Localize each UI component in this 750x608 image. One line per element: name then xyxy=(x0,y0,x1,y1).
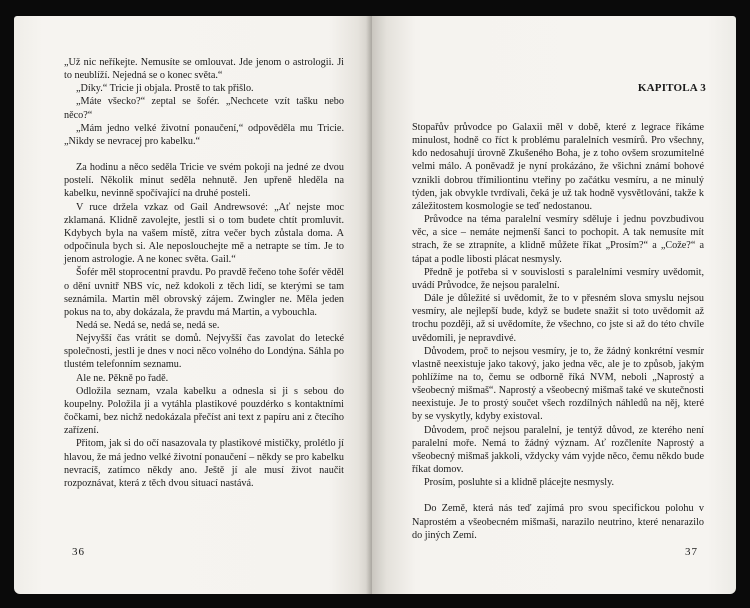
paragraph: V ruce držela vzkaz od Gail Andrewsové: „Ať nejste moc zklamaná. Klidně zavolejte, jestli si o tom budete chtít promluvit. Kdybych byla na vašem místě, zítra večer bych zůstala doma. A odpočinula bych si. Ale neposlouchejte mě a netrapte se tím. Je to jenom astrologie. A ne konec světa. Gail.“ xyxy=(64,201,344,266)
paragraph: „Máte všecko?“ zeptal se šofér. „Nechcete vzít tašku nebo něco?“ xyxy=(64,96,344,121)
paragraph: Ale ne. Pěkně po řadě. xyxy=(76,372,169,384)
paragraph: „Už nic neříkejte. Nemusíte se omlouvat. Jde jenom o astrologii. Ji to neublíží. Nejedná se o konec světa.“ xyxy=(64,57,344,82)
left-page-text xyxy=(64,56,344,490)
paragraph: Odložila seznam, vzala kabelku a odnesla si ji s sebou do koupelny. Položila ji a vytáhla plastikové pouzdérko s kontaktními čočkami, bez nichž nedokázala přečíst ani text z papíru ani z čtecího zařízení. xyxy=(64,385,344,437)
paragraph: Šofér měl stoprocentní pravdu. Po pravdě řečeno tohe šofér věděl o dění uvnitř NBS víc, než kdokoli z těch lidí, se kterými se tam seznámila. Martin měl obrovský zájem. Zwingler ne. Měla jeden pokus na to, aby dokázala, že pravdu má Martin, a vybouchla. xyxy=(64,267,344,318)
page-number: 37 xyxy=(685,546,698,558)
paragraph: „Mám jedno velké životní ponaučení,“ odpověděla mu Tricie. „Nikdy se nevracej pro kabelku.“ xyxy=(64,122,344,147)
paragraph: „Díky.“ Tricie ji objala. Prostě to tak přišlo. xyxy=(76,83,254,95)
chapter-title: KAPITOLA 3 xyxy=(637,82,706,94)
paragraph: Nedá se. Nedá se, nedá se, nedá se. xyxy=(76,319,220,331)
paragraph: Za hodinu a něco seděla Tricie ve svém pokoji na jedné ze dvou postelí. Několik minut seděla nehnutě. Jen upřeně hleděla na kabelku, nevinně spočívající na druhé posteli. xyxy=(64,162,344,200)
paragraph: Nejvyšší čas vrátit se domů. Nejvyšší čas zavolat do letecké společnosti, jestli je dnes v noci něco volného do Londýna. Sáhla po tlustém telefonním seznamu. xyxy=(64,333,344,371)
paragraph: Dále je důležité si uvědomit, že to v přesném slova smyslu nejsou vesmíry, ale nejlepší bude, když se budete snažit si toto uvědomit až trochu později, až si uvědomíte, že všechno, co jste si až do této chvíle uvědomili, je nepravdivé. xyxy=(412,293,704,344)
paragraph: Stopařův průvodce po Galaxii měl v době, které z legrace říkáme minulost, hodně co říct k problému paralelních vesmírů. Pro všechny, kdo nedosahují úrovně Zkušeného Boha, je z toho ovšem srozumitelné velmi málo. A poněvadž je nyní prokázáno, že všichni známí bohové vznikli dobrou třímiliontinu vteřiny po začátku vesmíru, a ne minulý týden, jak obvykle tvrdívali, čeká je už tak hodně vysvětlování, takže k záležitostem kosmologie se teď nedostanou. xyxy=(412,122,704,212)
paragraph: Prosím, posluhte si a klidně plácejte nesmysly. xyxy=(424,477,615,489)
paragraph: Do Země, která nás teď zajímá pro svou specifickou polohu v Naprostém a všeobecném mišmaši, narazilo neutrino, které nenarazilo do jiných Zemí. xyxy=(412,503,704,541)
paragraph: Důvodem, proč to nejsou vesmíry, je to, že žádný konkrétní vesmír vlastně neexistuje jako takový, jako jedna věc, ale je to způsob, jakým pohlížíme na to, čemu se odborně říká NVM, neboli „Naprostý a všeobecný mišmaš“. Naprostý a všeobecný mišmaš také ve skutečnosti neexistuje. Je to prostý součet všech rozdílných náhledů na něj, které by se vyskytly, kdyby existoval. xyxy=(412,345,704,423)
paragraph: Důvodem, proč nejsou paralelní, je tentýž důvod, ze kterého není paralelní moře. Nemá to žádný význam. Ať rozčleníte Naprostý a všeobecný mišmaš jakkoli, vždycky vám vyjde něco, čemu někdo bude říkat domov. xyxy=(412,424,704,476)
right-page-text xyxy=(412,121,704,542)
paragraph: Předně je potřeba si v souvislosti s paralelními vesmíry uvědomit, uvádí Průvodce, že nejsou paralelní. xyxy=(412,266,704,291)
paragraph: Průvodce na téma paralelní vesmíry sděluje i jednu povzbudivou věc, a sice – nemáte nejmenší šanci to pochopit. A tak nemusíte mít strach, že se ztrapníte, a klidně můžete říkat „Prosím?“ a „Cože?“ a tápat a podle libosti plácat nesmysly. xyxy=(412,214,704,265)
left-page xyxy=(14,16,372,594)
paragraph: Přitom, jak si do očí nasazovala ty plastikové mističky, prolétlo jí hlavou, že má jedno velké životní ponaučení – někdy se pro kabelku nevracíš, zatímco někdy ano. Ještě jí ale musí život naučit rozpoznávat, která z těch dvou situací nastává. xyxy=(64,438,344,489)
section-break xyxy=(412,489,704,502)
page-number: 36 xyxy=(72,546,85,558)
section-break xyxy=(64,148,344,161)
right-page xyxy=(372,16,736,594)
